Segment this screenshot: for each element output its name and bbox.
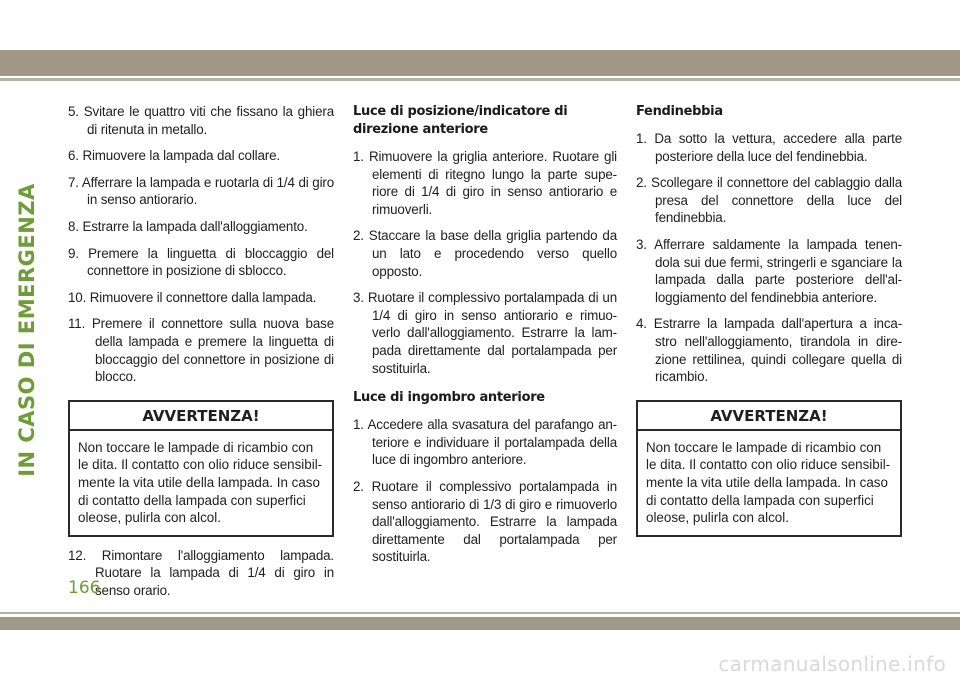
- step-item: 5. Svitare le quattro viti che fissano la ghiera di ritenuta in metallo.: [68, 104, 335, 137]
- step-item: 3. Ruotare il complessivo portalampada di un 1/4 di giro in senso antiorario e rimuo-verlo dall'alloggiamento. Estrarre la lam-pada direttamente dal portalampada per sostituirla.: [353, 290, 617, 376]
- section-heading: Luce di ingombro anteriore: [353, 390, 545, 406]
- warning-text: Non toccare le lampade di ricambio con le dita. Il contatto con olio riduce sensibil-mente la vita utile della lampada. In caso di contatto della lampada con superfici oleose, pulirla con alcol.: [78, 439, 323, 526]
- steps-list: [68, 103, 334, 386]
- step-item: 1. Da sotto la vettura, accedere alla parte posteriore della luce del fendinebbia.: [636, 131, 902, 164]
- header-band: [0, 50, 960, 76]
- step-item: 11. Premere il connettore sulla nuova base della lampada e premere la linguetta di bloccaggio del connettore in posizione di blocco.: [68, 316, 334, 385]
- steps-list: [68, 547, 334, 600]
- step-item: 7. Afferrare la lampada e ruotarla di 1/4 di giro in senso antiorario.: [68, 174, 334, 208]
- step-item: 9. Premere la linguetta di bloccaggio del connettore in posizione di sblocco.: [68, 245, 334, 279]
- step-item: 2. Scollegare il connettore del cablaggio dalla presa del connettore della luce del fendinebbia.: [636, 175, 902, 226]
- step-item: 3. Afferrare saldamente la lampada tenen-dola sui due fermi, stringerli e sganciare la lampada dalla parte posteriore dell'al-loggiamento del fendinebbia anteriore.: [636, 236, 902, 305]
- column-1: [68, 103, 334, 608]
- footer-rule: [0, 612, 960, 614]
- column-3: [636, 103, 902, 547]
- steps-list: [636, 130, 902, 386]
- section-heading: Fendinebbia: [636, 104, 723, 119]
- page-number: 166: [68, 578, 101, 598]
- step-item: 10. Rimuovere il connettore dalla lampada.: [68, 289, 317, 305]
- column-2: [353, 103, 617, 575]
- step-item: 8. Estrarre la lampada dall'alloggiamento.: [68, 218, 308, 234]
- watermark: carmanualsonline.info: [718, 652, 946, 676]
- step-item: 4. Estrarre la lampada dall'apertura a inca-stro nell'alloggiamento, tirandola in dire-zione rettilinea, quindi collegare quella di ricambio.: [636, 316, 903, 385]
- step-item: 2. Staccare la base della griglia partendo da un lato e procedendo verso quello opposto.: [353, 228, 617, 279]
- header-rule: [0, 78, 960, 81]
- step-item: 6. Rimuovere la lampada dal collare.: [68, 148, 280, 164]
- step-item: 1. Accedere alla svasatura del parafango an-teriore e individuare il portalampada della luce di ingombro anteriore.: [353, 417, 617, 468]
- warning-title: AVVERTENZA!: [638, 402, 900, 431]
- warning-box: [636, 400, 902, 537]
- steps-list: [353, 148, 617, 377]
- steps-list: [353, 416, 617, 566]
- step-item: 2. Ruotare il complessivo portalampada in senso antiorario di 1/3 di giro e rimuoverlo dall'alloggiamento. Estrarre la lampada direttamente dal portalampada per sostituirla.: [353, 478, 617, 565]
- step-item: 12. Rimontare l'alloggiamento lampada. Ruotare la lampada di 1/4 di giro in senso orario.: [68, 547, 334, 598]
- warning-title: AVVERTENZA!: [70, 402, 332, 431]
- warning-text: Non toccare le lampade di ricambio con le dita. Il contatto con olio riduce sensibil-mente la vita utile della lampada. In caso di contatto della lampada con superfici oleose, pulirla con alcol.: [646, 439, 891, 526]
- step-item: 1. Rimuovere la griglia anteriore. Ruotare gli elementi di ritegno lungo la parte supe-riore di 1/4 di giro in senso antiorario e rimuoverli.: [353, 149, 617, 217]
- section-title: IN CASO DI EMERGENZA: [15, 183, 39, 477]
- footer-band: [0, 617, 960, 630]
- section-heading: Luce di posizione/indicatore di direzione anteriore: [353, 104, 568, 137]
- warning-box: [68, 400, 334, 537]
